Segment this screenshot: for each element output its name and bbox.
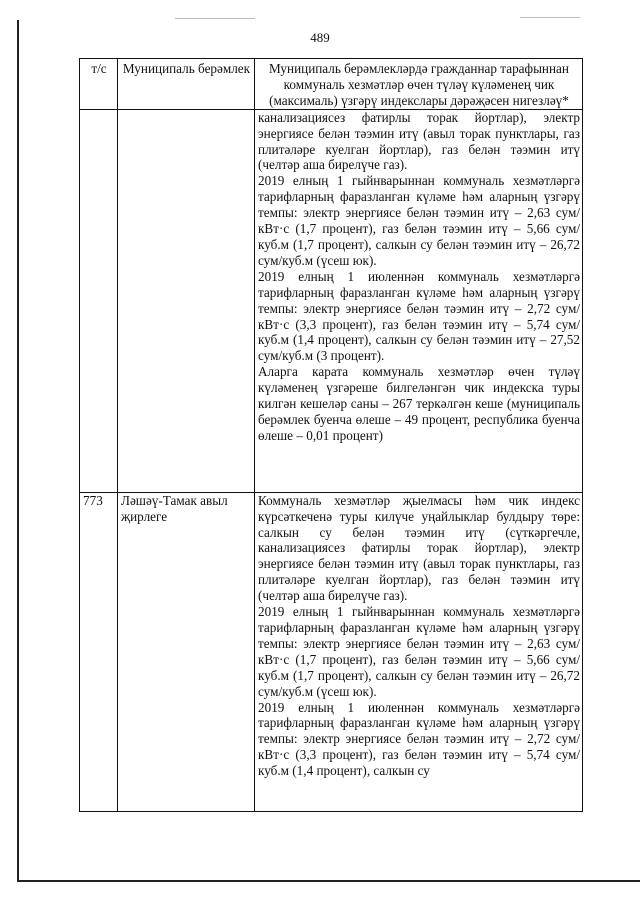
grounds-paragraph: Коммуналь хезмәтләр җыелмасы һәм чик индекс күрсәткеченә туры килүче уңайлыклар булдыру төре: салкын су белән тәэмин итү (сүткәргечле, канализациясез фатирлы торак йортлар), электр энергиясе белән тәэмин итү (авыл торак пунктлары, газ плитәләре куелган йортлар), газ белән тәэмин итү (челтәр аша бирелүче газ). [258,492,580,604]
row-number: 773 [80,492,118,811]
page-number: 489 [310,30,330,45]
row-municipality [118,109,255,492]
scan-left-border [17,20,19,882]
scan-bottom-border [17,880,640,882]
grounds-paragraph: Аларга карата коммуналь хезмәтләр өчен түләү күләменең үзгәреше билгеләнгән чик индекска туры килгән кешеләр саны – 267 теркәлгән кеше (муниципаль берәмлек буенча өлеше – 49 процент, республика буенча өлеше – 0,01 процент) [258,364,580,443]
table-row [80,492,583,811]
row-number [80,109,118,492]
row-municipality: Ләшәү-Тамак авыл җирлеге [118,492,255,811]
grounds-paragraph: канализациясез фатирлы торак йортлар), электр энергиясе белән тәэмин итү (авыл торак пунктлары, газ плитәләре куелган йортлар), газ белән тәэмин итү (челтәр аша бирелүче газ). [258,109,580,173]
header-grounds: Муниципаль берәмлекләрдә гражданнар тарафыннан коммуналь хезмәтләр өчен түләү күләменең чик (максималь) үзгәрү индекслары дәрәҗәсен нигезләү* [255,59,583,110]
grounds-paragraph: 2019 елның 1 гыйнварыннан коммуналь хезмәтләргә тарифларның фаразланган күләме һәм аларның үзгәрү темпы: электр энергиясе белән тәэмин итү – 2,63 сум/кВт·с (1,7 процент), газ белән тәэмин итү – 5,66 сум/куб.м (1,7 процент), салкын су белән тәэмин итү – 26,72 сум/куб.м (үсеш юк). [258,173,580,268]
grounds-paragraph: 2019 елның 1 гыйнварыннан коммуналь хезмәтләргә тарифларның фаразланган күләме һәм аларның үзгәрү темпы: электр энергиясе белән тәэмин итү – 2,63 сум/кВт·с (1,7 процент), газ белән тәэмин итү – 5,66 сум/куб.м (1,7 процент), салкын су белән тәэмин итү – 26,72 сум/куб.м (үсеш юк). [258,604,580,699]
scan-artifact-top-line-right [520,17,580,18]
scan-artifact-top-line [175,18,255,19]
header-municipality: Муниципаль берәмлек [118,59,255,110]
grounds-paragraph: 2019 елның 1 июленнән коммуналь хезмәтләргә тарифларның фаразланган күләме һәм аларның үзгәрү темпы: электр энергиясе белән тәэмин итү – 2,72 сум/кВт·с (3,3 процент), газ белән тәэмин итү – 5,74 сум/куб.м (1,4 процент), салкын су белән тәэмин итү – 27,52 сум/куб.м (3 процент). [258,268,580,364]
table-header-row [80,59,583,110]
row-grounds [255,492,583,811]
table-row [80,109,583,492]
grounds-paragraph: 2019 елның 1 июленнән коммуналь хезмәтләргә тарифларның фаразланган күләме һәм аларның үзгәрү темпы: электр энергиясе белән тәэмин итү – 2,72 сум/кВт·с (3,3 процент), газ белән тәэмин итү – 5,74 сум/куб.м (1,4 процент), салкын су [258,699,580,779]
row-grounds [255,109,583,492]
tariff-table [79,58,583,812]
header-number: т/с [80,59,118,110]
